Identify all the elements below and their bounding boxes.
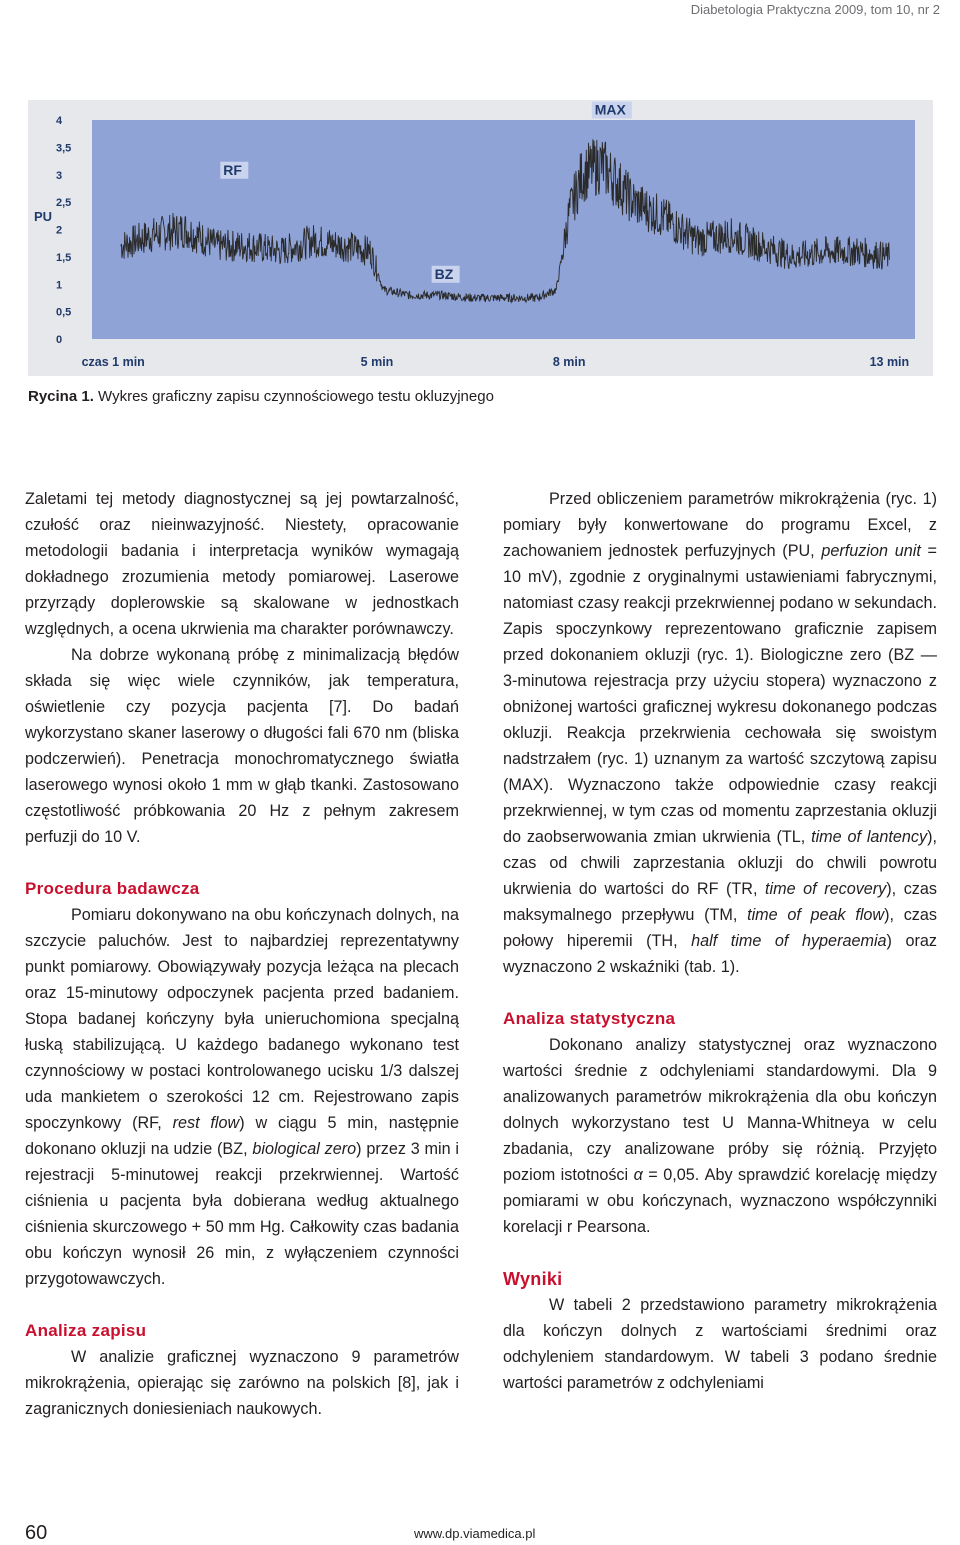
x-tick-label: 8 min: [552, 355, 586, 369]
figure-caption: [28, 388, 494, 405]
paragraph: W tabeli 2 przedstawiono parametry mikrokrążenia dla kończyn dolnych z wartościami średnimi oraz odchyleniem standardowym. W tabeli 3 podano średnie wartości parametrów z odchyleniami: [503, 1296, 937, 1392]
section-heading-procedura: Procedura badawcza: [25, 879, 200, 898]
paragraph: Zaletami tej metody diagnostycznej są jej powtarzalność, czułość oraz nieinwazyjność. Niestety, opracowanie metodologii badania i interpretacja wyników wymagają dokładnego zrozumienia metody pomiarowej. Laserowe przyrządy doplerowskie są skalowane w jednostkach względnych, a ocena ukrwienia ma charakter porównawczy.: [25, 490, 459, 638]
chart-svg: [28, 100, 933, 376]
annotation-label: RF: [223, 161, 242, 178]
section-heading-analiza-zapisu: Analiza zapisu: [25, 1321, 147, 1340]
right-column: [503, 486, 937, 1396]
paragraph: Na dobrze wykonaną próbę z minimalizacją błędów składa się więc wiele czynników, jak temperatura, oświetlenie czy pozycja pacjenta [7]. Do badań wykorzystano skaner laserowy o długości fali 670 nm (bliska podczerwień). Penetracja monochromatycznego światła laserowego wynosi około 1 mm w głąb tkanki. Zastosowano częstotliwość próbkowania 20 Hz z pełnym zakresem perfuzji do 10 V.: [25, 646, 459, 846]
y-tick-label: 2,5: [56, 197, 72, 210]
x-axis: [82, 355, 910, 369]
y-unit-label: PU: [34, 208, 53, 224]
y-axis: [34, 115, 71, 346]
annotation-label: BZ: [434, 265, 454, 282]
y-tick-label: 4: [56, 115, 63, 127]
footer-url: www.dp.viamedica.pl: [414, 1526, 536, 1541]
running-head: Diabetologia Praktyczna 2009, tom 10, nr 2: [690, 2, 940, 17]
x-tick-label: czas 1 min: [81, 355, 145, 369]
paragraph: W analizie graficznej wyznaczono 9 parametrów mikrokrążenia, opierając się zarówno na polskich [8], jak i zagranicznych doniesieniach naukowych.: [25, 1348, 459, 1418]
y-tick-label: 0,5: [56, 306, 72, 319]
section-heading-analiza-statystyczna: Analiza statystyczna: [503, 1009, 676, 1028]
y-tick-label: 1: [56, 279, 63, 292]
x-tick-label: 5 min: [360, 355, 394, 369]
left-column: [25, 486, 459, 1422]
page-number: 60: [25, 1522, 48, 1544]
y-tick-label: 2: [56, 224, 63, 237]
caption-label: Rycina 1.: [28, 388, 94, 405]
caption-text: Wykres graficzny zapisu czynnościowego testu okluzyjnego: [93, 388, 494, 405]
y-tick-label: 1,5: [56, 251, 72, 264]
paragraph: Przed obliczeniem parametrów mikrokrążenia (ryc. 1) pomiary były konwertowane do programu Excel, z zachowaniem jednostek perfuzyjnych (PU, perfuzion unit = 10 mV), zgodnie z oryginalnymi ustawieniami fabrycznymi, natomiast czasy reakcji przekrwiennej podano w sekundach. Zapis spoczynkowy reprezentowano graficznie zapisem przed dokonaniem okluzji (ryc. 1). Biologiczne zero (BZ — 3-minutowa rejestracja przy użyciu stopera) wyznaczono z obniżonej wartości graficznej wykresu dokonanego podczas okluzji. Reakcja przekrwienia cechowała się swoistym nadstrzałem (ryc. 1) uznanym za wartość szczytową zapisu (MAX). Wyznaczono także odpowiednie czasy reakcji przekrwiennej, w tym czas od momentu zaprzestania okluzji do zaobserwowania zmian ukrwienia (TL, time of lantency), czas od chwili zaprzestania okluzji do chwili powrotu ukrwienia do wartości do RF (TR, time of recovery), czas maksymalnego przepływu (TM, time of peak flow), czas połowy hiperemii (TH, half time of hyperaemia) oraz wyznaczono 2 wskaźniki (tab. 1).: [503, 490, 938, 976]
annotation-label: MAX: [594, 101, 626, 118]
section-heading-wyniki: Wyniki: [503, 1269, 563, 1289]
paragraph: Pomiaru dokonywano na obu kończynach dolnych, na szczycie paluchów. Jest to najbardziej reprezentatywny punkt pomiarowy. Obowiązywały pozycja leżąca na plecach oraz 15-minutowy odpoczynek pacjenta przed badaniem. Stopa badanej kończyny była unieruchomiona specjalną łuską stabilizującą. U każdego badanego wykonano test czynnościowy w postaci kontrolowanego ucisku 1/3 dalszej uda mankietem o szerokości 12 cm. Rejestrowano zapis spoczynkowy (RF, rest flow) w ciągu 5 min, następnie dokonano okluzji na udzie (BZ, biological zero) przez 3 min i rejestracji 5-minutowej reakcji przekrwiennej. Wartość ciśnienia u pacjenta była dobierana według aktualnego ciśnienia skurczowego + 50 mm Hg. Całkowity czas badania obu kończyn wynosił 26 min, z wyłączeniem czynności przygotowawczych.: [25, 906, 459, 1288]
y-tick-label: 0: [56, 334, 63, 346]
y-tick-label: 3: [56, 169, 63, 182]
x-tick-label: 13 min: [869, 355, 910, 369]
plot-area: [92, 120, 915, 339]
y-tick-label: 3,5: [56, 142, 72, 155]
paragraph: Dokonano analizy statystycznej oraz wyznaczono wartości średnie z odchyleniami standardowymi. Dla 9 analizowanych parametrów mikrokrążenia dla obu kończyn dolnych wykorzystano test U Manna-Whitneya w celu zbadania, czy analizowane próby się różnią. Przyjęto poziom istotności α = 0,05. Aby sprawdzić korelację między pomiarami w obu kończynach, wyznaczono współczynniki korelacji r Pearsona.: [503, 1036, 937, 1236]
figure-occlusion-test: [28, 100, 933, 376]
